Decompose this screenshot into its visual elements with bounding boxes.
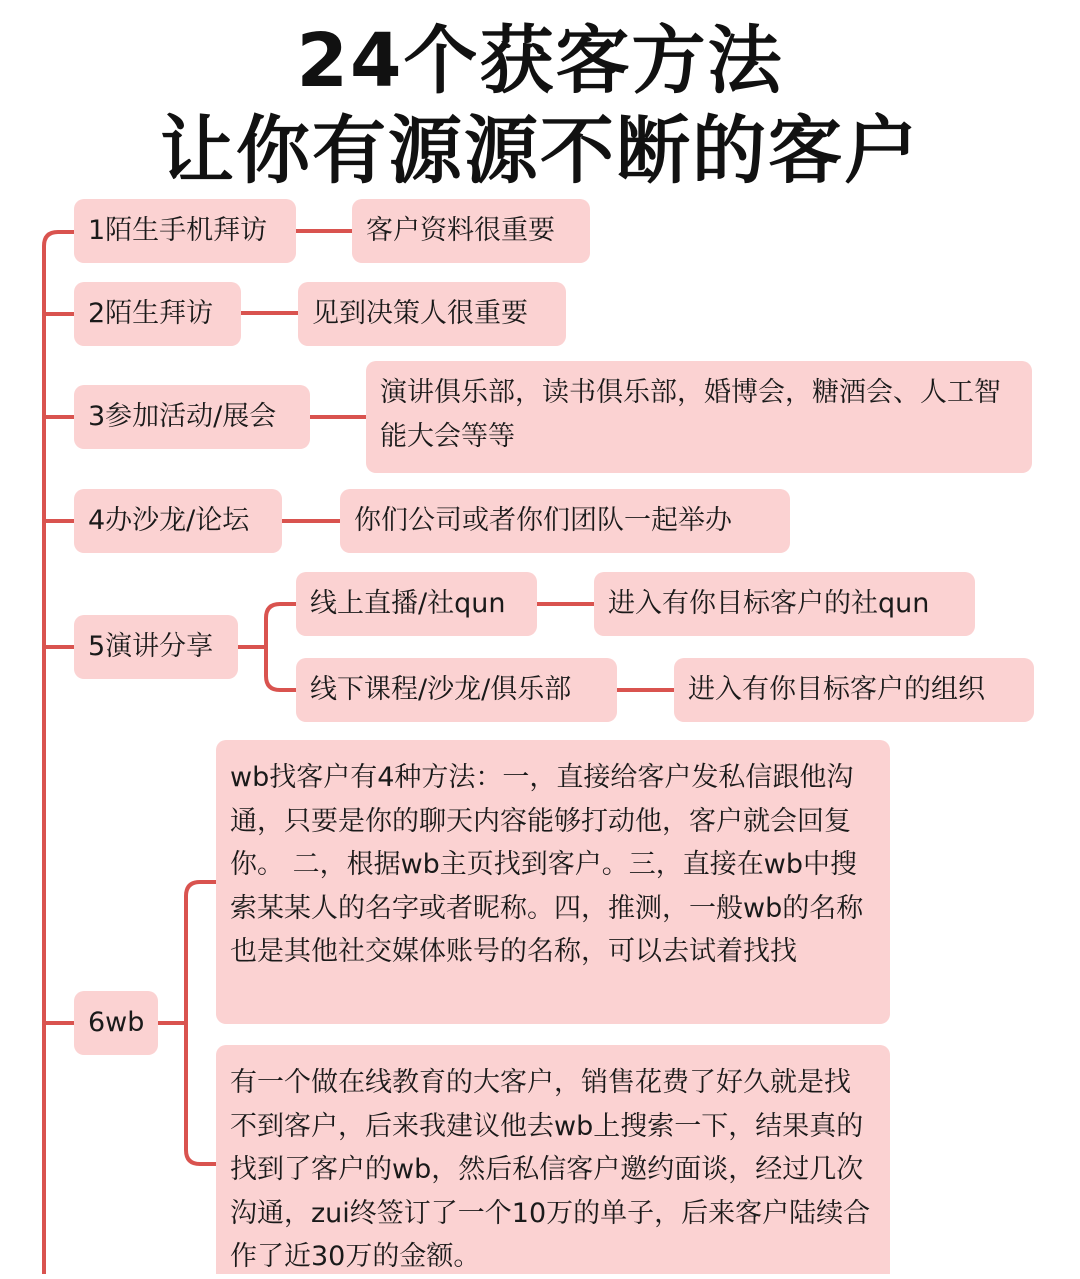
item-3-label: 3参加活动/展会 (74, 385, 310, 449)
item-5-sub-2-label: 线下课程/沙龙/俱乐部 (296, 658, 617, 722)
item-5-sub-2-detail: 进入有你目标客户的组织 (674, 658, 1034, 722)
item-2-detail: 见到决策人很重要 (298, 282, 566, 346)
item-1-label: 1陌生手机拜访 (74, 199, 296, 263)
item-6-note-2: 有一个做在线教育的大客户，销售花费了好久就是找不到客户，后来我建议他去wb上搜索一下，结果真的找到了客户的wb，然后私信客户邀约面谈，经过几次沟通，zui终签订了一个10万的单子，后来客户陆续合作了近30万的金额。 (216, 1045, 890, 1274)
item-4-label: 4办沙龙/论坛 (74, 489, 282, 553)
item-6-note-1: wb找客户有4种方法：一，直接给客户发私信跟他沟通，只要是你的聊天内容能够打动他，客户就会回复你。 二，根据wb主页找到客户。三，直接在wb中搜索某某人的名字或者昵称。四，推测，一般wb的名称也是其他社交媒体账号的名称，可以去试着找找 (216, 740, 890, 1024)
item-5-sub-1-detail: 进入有你目标客户的社qun (594, 572, 975, 636)
item-6-label: 6wb (74, 991, 158, 1055)
item-2-label: 2陌生拜访 (74, 282, 241, 346)
item-3-detail: 演讲俱乐部，读书俱乐部，婚博会，糖酒会、人工智能大会等等 (366, 361, 1032, 473)
page-title-line1: 24个获客方法 (296, 18, 784, 104)
item-5-sub-1-label: 线上直播/社qun (296, 572, 537, 636)
item-4-detail: 你们公司或者你们团队一起举办 (340, 489, 790, 553)
item-5-label: 5演讲分享 (74, 615, 238, 679)
item-1-detail: 客户资料很重要 (352, 199, 590, 263)
page-title-line2: 让你有源源不断的客户 (160, 108, 920, 194)
